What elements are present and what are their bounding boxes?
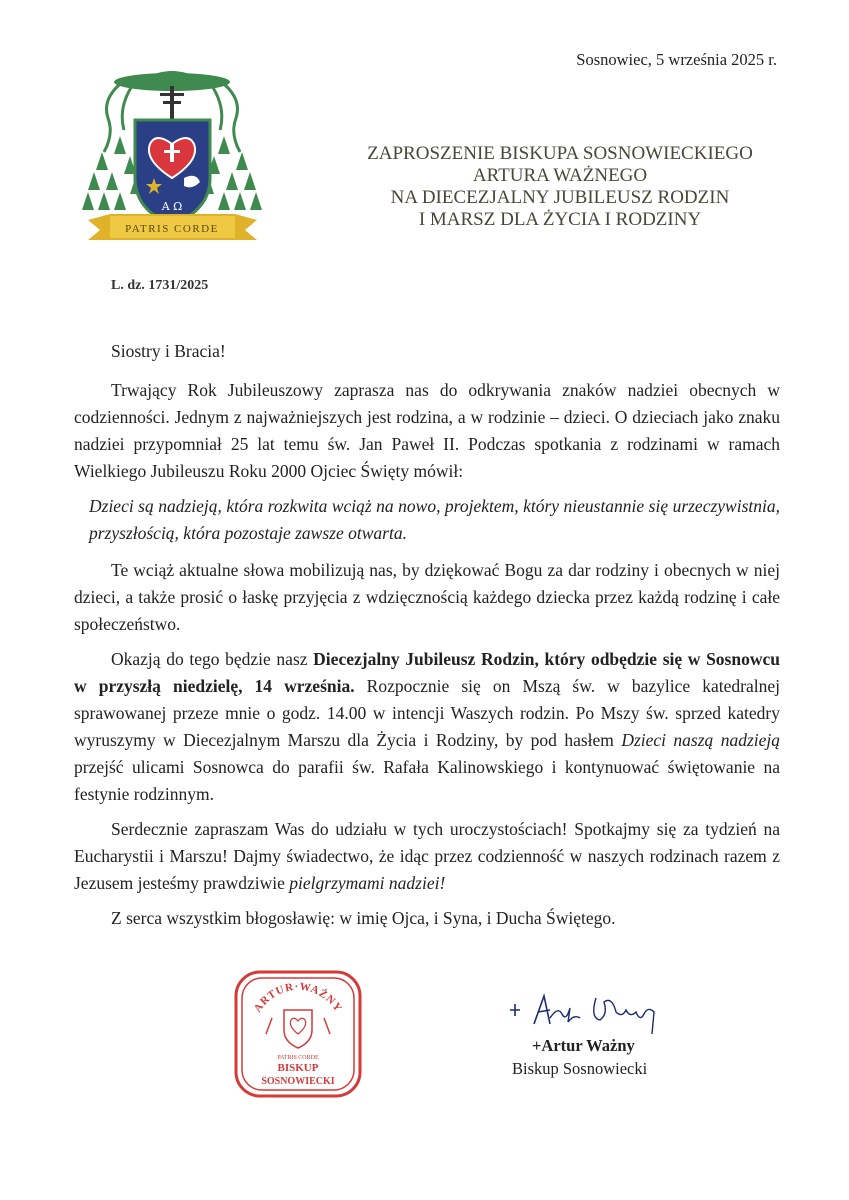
alpha-omega-text: Α Ω [161, 200, 183, 213]
paragraph-3 [74, 646, 780, 808]
motto-text: PATRIS CORDE [125, 223, 219, 235]
place-date: Sosnowiec, 5 września 2025 r. [576, 50, 777, 69]
reference-number: L. dz. 1731/2025 [111, 278, 209, 293]
title-line-3: NA DIECEZJALNY JUBILEUSZ RODZIN [390, 187, 730, 208]
greeting: Siostry i Bracia! [111, 341, 226, 361]
p3-bold-text: Diecezjalny Jubileusz Rodzin, który odbędzie się w Sosnowcu w przyszłą niedzielę, 14 września. [74, 649, 780, 696]
bishop-stamp [232, 968, 364, 1100]
p3-text-c: przejść ulicami Sosnowca do parafii św. Rafała Kalinowskiego i kontynuować świętowanie na festynie rodzinnym. [74, 757, 780, 804]
title-line-4: I MARSZ DLA ŻYCIA I RODZINY [418, 209, 702, 230]
blessing: Z serca wszystkim błogosławię: w imię Ojca, i Syna, i Ducha Świętego. [111, 908, 616, 928]
paragraph-1: Trwający Rok Jubileuszowy zaprasza nas do odkrywania znaków nadziei obecnych w codzienności. Jednym z najważniejszych jest rodzina, a w rodzinie – dzieci. O dzieciach jako znaku nadziei przypomniał 25 lat temu św. Jan Paweł II. Podczas spotkania z rodzinami w ramach Wielkiego Jubileuszu Roku 2000 Ojciec Święty mówił: [74, 380, 780, 481]
title-line-2: ARTURA WAŻNEGO [472, 165, 648, 186]
signatory-role: Biskup Sosnowiecki [512, 1059, 648, 1078]
p3-italic-text: Dzieci naszą nadzieją [621, 730, 780, 750]
paragraph-4 [74, 816, 780, 897]
paragraph-2: Te wciąż aktualne słowa mobilizują nas, by dziękować Bogu za dar rodziny i obecnych w niej dzieci, a także prosić o łaskę przyjęcia z wdzięcznością każdego dziecka przez każdą rodzinę i całe społeczeństwo. [74, 560, 780, 634]
stamp-top-text: ARTUR·WAŻNY [251, 980, 345, 1015]
letter-title [330, 143, 790, 231]
stamp-motto: PATRIS CORDE [277, 1055, 319, 1061]
stamp-line-2: SOSNOWIECKI [261, 1076, 335, 1087]
handwritten-signature [504, 988, 674, 1038]
stamp-line-1: BISKUP [277, 1062, 319, 1074]
title-line-1: ZAPROSZENIE BISKUPA SOSNOWIECKIEGO [367, 143, 753, 164]
signatory-name: +Artur Ważny [532, 1036, 635, 1055]
quote: Dzieci są nadzieją, która rozkwita wciąż na nowo, projektem, który nieustannie się urzeczywistnia, przyszłością, która pozostaje zawsze otwarta. [89, 496, 780, 543]
p4-italic-text: pielgrzymami nadziei! [289, 873, 446, 893]
p3-text-b: Rozpocznie się on Mszą św. w bazylice katedralnej sprawowanej przeze mnie o godz. 14.00 w intencji Waszych rodzin. Po Mszy św. sprzed katedry wyruszymy w Diecezjalnym Marszu dla Życia i Rodziny, by pod hasłem [74, 676, 780, 750]
letter-body [74, 338, 780, 940]
coat-of-arms [80, 60, 265, 250]
p4-text-a: Serdecznie zapraszam Was do udziału w tych uroczystościach! Spotkajmy się za tydzień na Eucharystii i Marszu! Dajmy świadectwo, że idąc przez codzienność w naszych rodzinach razem z Jezusem jesteśmy prawdziwie [74, 819, 780, 893]
p3-text-a: Okazją do tego będzie nasz [111, 649, 314, 669]
